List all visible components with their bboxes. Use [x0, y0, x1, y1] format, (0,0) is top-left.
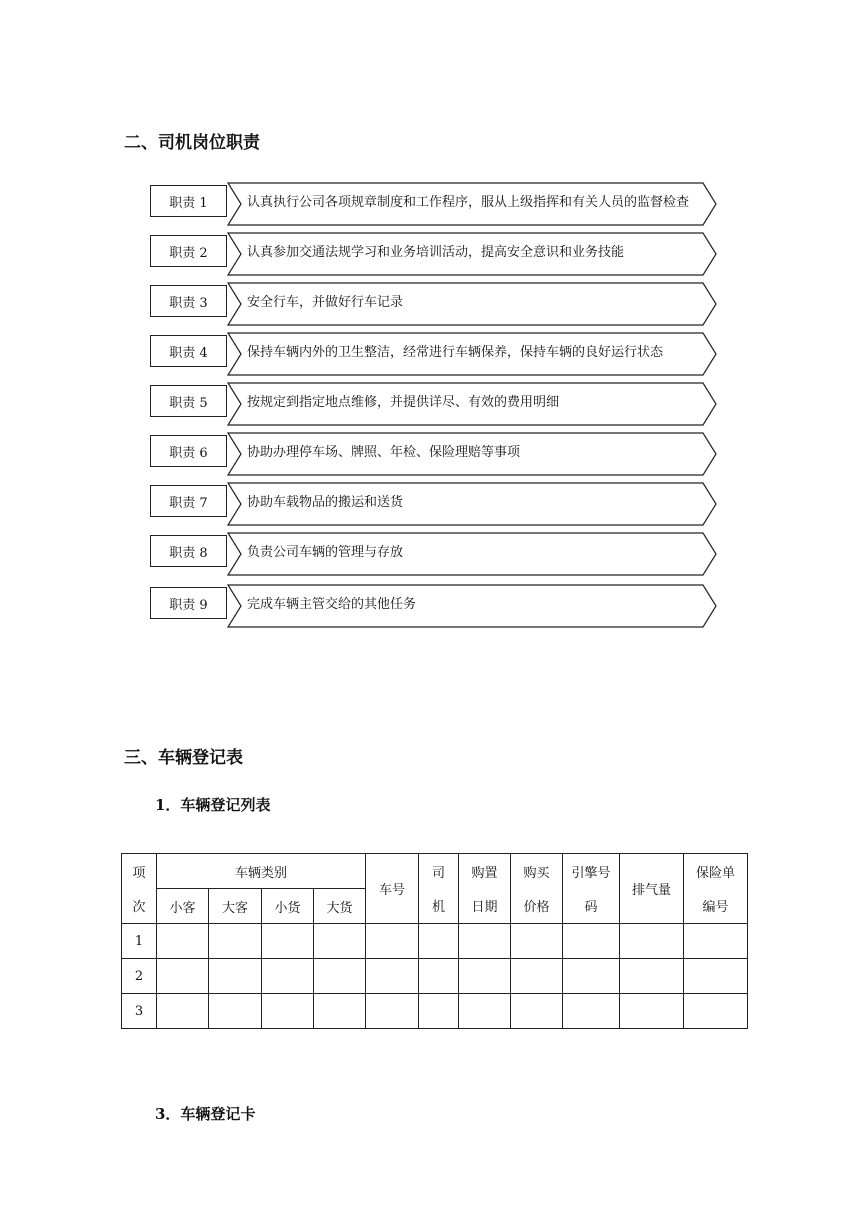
duty-text: 负责公司车辆的管理与存放 [247, 545, 404, 560]
duty-label: 职责 4 [150, 335, 227, 367]
table-cell[interactable] [684, 959, 748, 994]
table-cell[interactable] [314, 924, 366, 959]
header-cell-driver [419, 854, 459, 924]
table-cell[interactable] [563, 994, 620, 1029]
table-header-row [122, 854, 748, 889]
header-cell-small-truck: 小货 [262, 889, 314, 924]
table-cell[interactable] [459, 959, 511, 994]
duty-item [150, 584, 720, 630]
duty-label: 职责 5 [150, 385, 227, 417]
header-text: 日期 [471, 900, 498, 915]
table-cell[interactable] [563, 924, 620, 959]
header-text: 购置 [471, 866, 498, 881]
duty-item [150, 532, 720, 578]
table-cell[interactable] [314, 994, 366, 1029]
table-cell[interactable] [511, 924, 563, 959]
row-number: 1 [122, 924, 157, 959]
table-cell[interactable] [620, 924, 684, 959]
table-cell[interactable] [209, 959, 262, 994]
table-cell[interactable] [157, 994, 209, 1029]
duty-text: 协助办理停车场、牌照、年检、保险理赔等事项 [247, 445, 521, 460]
table-cell[interactable] [366, 959, 419, 994]
header-text: 机 [432, 900, 446, 915]
duty-text: 协助车载物品的搬运和送货 [247, 495, 404, 510]
table-cell[interactable] [157, 959, 209, 994]
table-cell[interactable] [419, 994, 459, 1029]
duty-item [150, 432, 720, 478]
duty-item [150, 282, 720, 328]
table-cell[interactable] [366, 924, 419, 959]
vehicle-register-table [121, 853, 748, 1029]
table-cell[interactable] [314, 959, 366, 994]
header-text: 司 [432, 866, 446, 881]
header-text: 价格 [523, 900, 550, 915]
duty-item [150, 382, 720, 428]
duty-text: 保持车辆内外的卫生整洁，经常进行车辆保养，保持车辆的良好运行状态 [247, 345, 664, 360]
header-text: 次 [132, 900, 146, 915]
subsection-title-register-card: 3．车辆登记卡 [155, 1105, 256, 1123]
header-cell-category: 车辆类别 [157, 854, 366, 889]
duty-label: 职责 6 [150, 435, 227, 467]
header-cell-item [122, 854, 157, 924]
table-row [122, 959, 748, 994]
header-cell-large-truck: 大货 [314, 889, 366, 924]
table-cell[interactable] [459, 994, 511, 1029]
table-cell[interactable] [209, 924, 262, 959]
header-cell-large-bus: 大客 [209, 889, 262, 924]
table-cell[interactable] [262, 959, 314, 994]
header-cell-insurance [684, 854, 748, 924]
duty-item [150, 182, 720, 228]
section-title-duties: 二、司机岗位职责 [124, 133, 260, 153]
duty-label: 职责 7 [150, 485, 227, 517]
table-cell[interactable] [262, 924, 314, 959]
duty-text: 完成车辆主管交给的其他任务 [247, 597, 417, 612]
duty-item [150, 332, 720, 378]
table-cell[interactable] [563, 959, 620, 994]
table-cell[interactable] [366, 994, 419, 1029]
section-title-vehicle-register: 三、车辆登记表 [124, 748, 243, 768]
table-cell[interactable] [684, 924, 748, 959]
table-cell[interactable] [419, 924, 459, 959]
row-number: 2 [122, 959, 157, 994]
table-cell[interactable] [459, 924, 511, 959]
table-row [122, 994, 748, 1029]
row-number: 3 [122, 994, 157, 1029]
duty-item [150, 232, 720, 278]
duty-text: 认真参加交通法规学习和业务培训活动，提高安全意识和业务技能 [247, 245, 625, 260]
header-cell-displacement: 排气量 [620, 854, 684, 924]
duty-item [150, 482, 720, 528]
header-text: 编号 [702, 900, 729, 915]
duty-text: 安全行车，并做好行车记录 [247, 295, 404, 310]
table-cell[interactable] [620, 994, 684, 1029]
table-cell[interactable] [620, 959, 684, 994]
header-text: 保险单 [696, 866, 736, 881]
header-cell-price [511, 854, 563, 924]
table-cell[interactable] [684, 994, 748, 1029]
header-text: 项 [132, 866, 146, 881]
duty-label: 职责 9 [150, 587, 227, 619]
table-row [122, 924, 748, 959]
duty-label: 职责 2 [150, 235, 227, 267]
table-cell[interactable] [419, 959, 459, 994]
table-cell[interactable] [511, 959, 563, 994]
header-cell-engine [563, 854, 620, 924]
table-cell[interactable] [511, 994, 563, 1029]
subsection-title-register-list: 1．车辆登记列表 [155, 796, 271, 814]
header-text: 购买 [523, 866, 550, 881]
header-cell-buy-date [459, 854, 511, 924]
duty-label: 职责 3 [150, 285, 227, 317]
header-text: 引擎号 [571, 866, 611, 881]
table-cell[interactable] [262, 994, 314, 1029]
duty-label: 职责 8 [150, 535, 227, 567]
duty-text: 认真执行公司各项规章制度和工作程序，服从上级指挥和有关人员的监督检查 [247, 195, 690, 210]
header-text: 码 [584, 900, 598, 915]
table-cell[interactable] [157, 924, 209, 959]
header-cell-small-bus: 小客 [157, 889, 209, 924]
header-cell-plate: 车号 [366, 854, 419, 924]
table-cell[interactable] [209, 994, 262, 1029]
duty-label: 职责 1 [150, 185, 227, 217]
duty-text: 按规定到指定地点维修，并提供详尽、有效的费用明细 [247, 395, 560, 410]
